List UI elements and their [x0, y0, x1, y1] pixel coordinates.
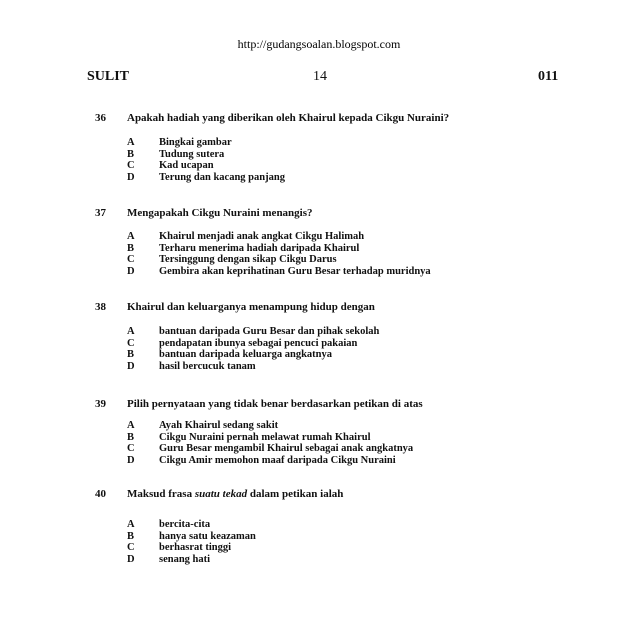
- option-letter: A: [127, 326, 135, 337]
- option-text: Ayah Khairul sedang sakit: [159, 420, 279, 431]
- option-letter: C: [127, 160, 135, 171]
- option-letter: D: [127, 360, 135, 372]
- question-text: Apakah hadiah yang diberikan oleh Khairul kepada Cikgu Nuraini?: [127, 112, 450, 124]
- option-letter: D: [127, 454, 135, 466]
- question-number: 39: [95, 398, 106, 410]
- option-text: Cikgu Amir memohon maaf daripada Cikgu Nuraini: [159, 454, 396, 466]
- option-text: pendapatan ibunya sebagai pencuci pakaian: [159, 337, 358, 349]
- option-letter: B: [127, 242, 135, 254]
- option-letter: B: [127, 431, 135, 443]
- option-letter: A: [127, 519, 135, 530]
- question-number: 38: [95, 301, 106, 313]
- question-text: [127, 398, 423, 410]
- question-text-part: dalam petikan ialah: [247, 488, 344, 500]
- option-letter: A: [127, 420, 135, 431]
- option-text: Terharu menerima hadiah daripada Khairul: [159, 242, 360, 254]
- option-text: Gembira akan keprihatinan Guru Besar terhadap muridnya: [159, 265, 431, 277]
- question-text-part: Pilih pernyataan yang: [127, 398, 234, 410]
- option-text: Tudung sutera: [159, 148, 225, 160]
- option-letter: C: [127, 542, 135, 553]
- option-text: Guru Besar mengambil Khairul sebagai anak angkatnya: [159, 443, 414, 454]
- question-text: [127, 488, 343, 500]
- question-text: Khairul dan keluarganya menampung hidup dengan: [127, 301, 375, 313]
- option-text: berhasrat tinggi: [159, 542, 232, 553]
- question-text-part: Maksud frasa: [127, 488, 195, 500]
- option-text: Kad ucapan: [159, 160, 214, 171]
- header-sulit: SULIT: [87, 69, 130, 84]
- source-url[interactable]: http://gudangsoalan.blogspot.com: [237, 37, 401, 51]
- option-text: Terung dan kacang panjang: [159, 171, 285, 183]
- option-letter: B: [127, 530, 135, 542]
- option-text: Cikgu Nuraini pernah melawat rumah Khairul: [159, 431, 371, 443]
- question-text-part: berdasarkan petikan di atas: [288, 398, 423, 410]
- option-letter: B: [127, 349, 135, 360]
- page-number: 14: [313, 69, 327, 84]
- option-text: Khairul menjadi anak angkat Cikgu Halimah: [159, 231, 365, 242]
- option-letter: B: [127, 148, 135, 160]
- option-letter: D: [127, 171, 135, 183]
- option-text: bantuan daripada Guru Besar dan pihak sekolah: [159, 326, 380, 337]
- question-text: Mengapakah Cikgu Nuraini menangis?: [127, 207, 313, 219]
- option-text: hanya satu keazaman: [159, 530, 256, 542]
- option-letter: C: [127, 443, 135, 454]
- paper-code: 011: [538, 69, 559, 84]
- option-text: bantuan daripada keluarga angkatnya: [159, 349, 333, 360]
- question-number: 40: [95, 488, 106, 500]
- question-number: 37: [95, 207, 106, 219]
- option-text: hasil bercucuk tanam: [159, 360, 256, 372]
- option-letter: C: [127, 254, 135, 265]
- option-text: Bingkai gambar: [159, 137, 232, 148]
- option-letter: A: [127, 137, 135, 148]
- option-text: bercita-cita: [159, 519, 211, 530]
- option-letter: C: [127, 337, 135, 349]
- option-letter: D: [127, 265, 135, 277]
- question-emphasis: suatu tekad: [194, 488, 248, 500]
- option-text: Tersinggung dengan sikap Cikgu Darus: [159, 254, 337, 265]
- question-number: 36: [95, 112, 106, 124]
- question-emphasis: tidak benar: [233, 398, 289, 410]
- option-letter: A: [127, 231, 135, 242]
- option-text: senang hati: [159, 553, 211, 565]
- option-letter: D: [127, 553, 135, 565]
